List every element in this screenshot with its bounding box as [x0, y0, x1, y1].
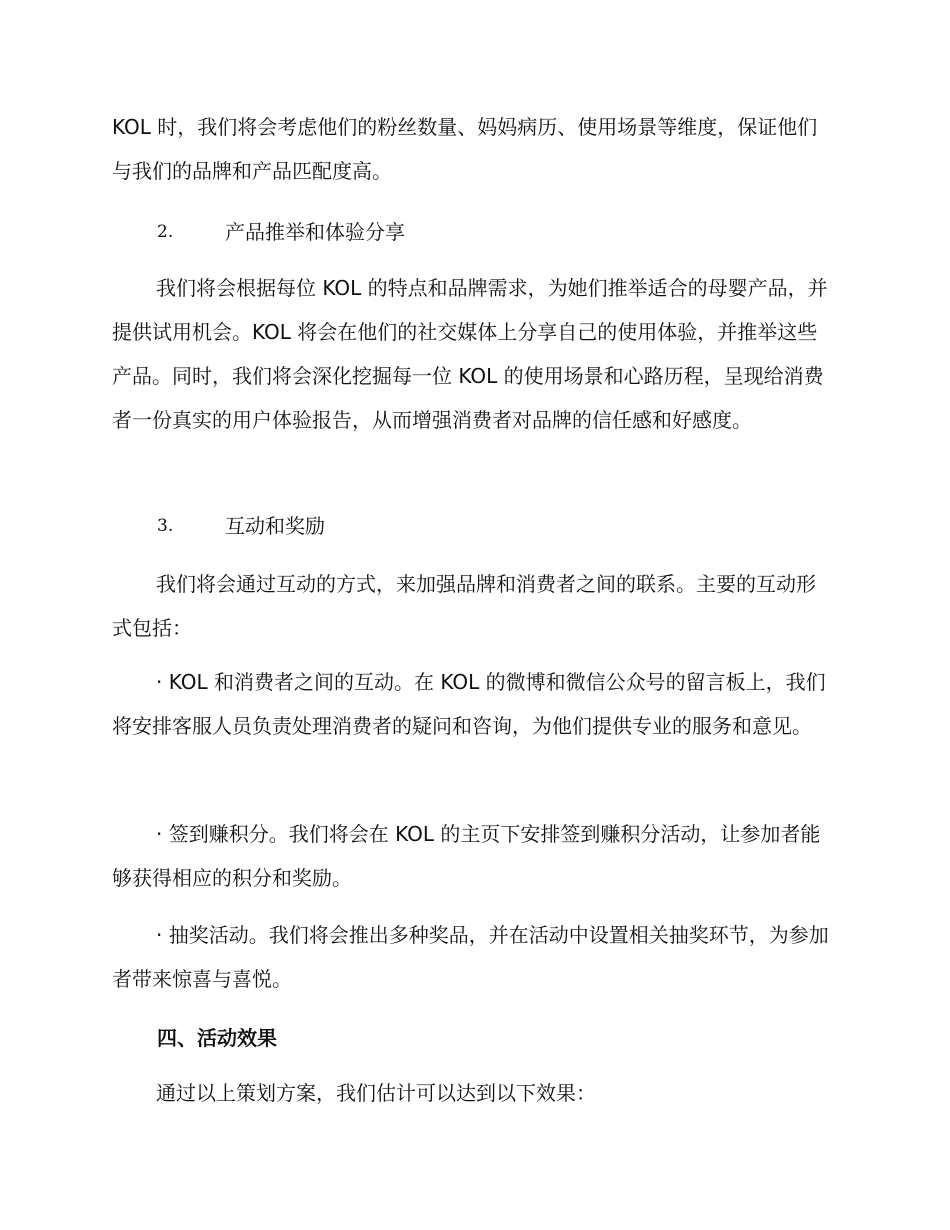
paragraph-section-2: 我们将会根据每位 KOL 的特点和品牌需求，为她们推举适合的母婴产品，并提供试用机会。KOL 将会在他们的社交媒体上分享自己的使用体验，并推举这些产品。同时，我们将会深化挖掘每一位 KOL 的使用场景和心路历程，呈现给消费者一份真实的用户体验报告，从而增强消费者对品牌的信任感和好感度。 [112, 276, 828, 432]
bullet-item-1: · KOL 和消费者之间的互动。在 KOL 的微博和微信公众号的留言板上，我们将安排客服人员负责处理消费者的疑问和咨询，为他们提供专业的服务和意见。 [112, 670, 826, 738]
bullet-item-3: · 抽奖活动。我们将会推出多种奖品，并在活动中设置相关抽奖环节，为参加者带来惊喜与喜悦。 [112, 923, 829, 991]
paragraph-section-4: 通过以上策划方案，我们估计可以达到以下效果： [156, 1081, 596, 1105]
section-4-heading: 四、活动效果 [157, 1026, 277, 1050]
section-3-title: 互动和奖励 [225, 514, 325, 538]
section-3-number: 3. [157, 516, 174, 536]
bullet-item-2: · 签到赚积分。我们将会在 KOL 的主页下安排签到赚积分活动，让参加者能够获得相应的积分和奖励。 [112, 822, 821, 890]
paragraph-intro-end: KOL 时，我们将会考虑他们的粉丝数量、妈妈病历、使用场景等维度，保证他们与我们的品牌和产品匹配度高。 [112, 115, 818, 183]
section-2-number: 2. [157, 222, 174, 242]
paragraph-section-3: 我们将会通过互动的方式，来加强品牌和消费者之间的联系。主要的互动形式包括： [112, 572, 816, 640]
section-2-title: 产品推举和体验分享 [225, 220, 405, 244]
